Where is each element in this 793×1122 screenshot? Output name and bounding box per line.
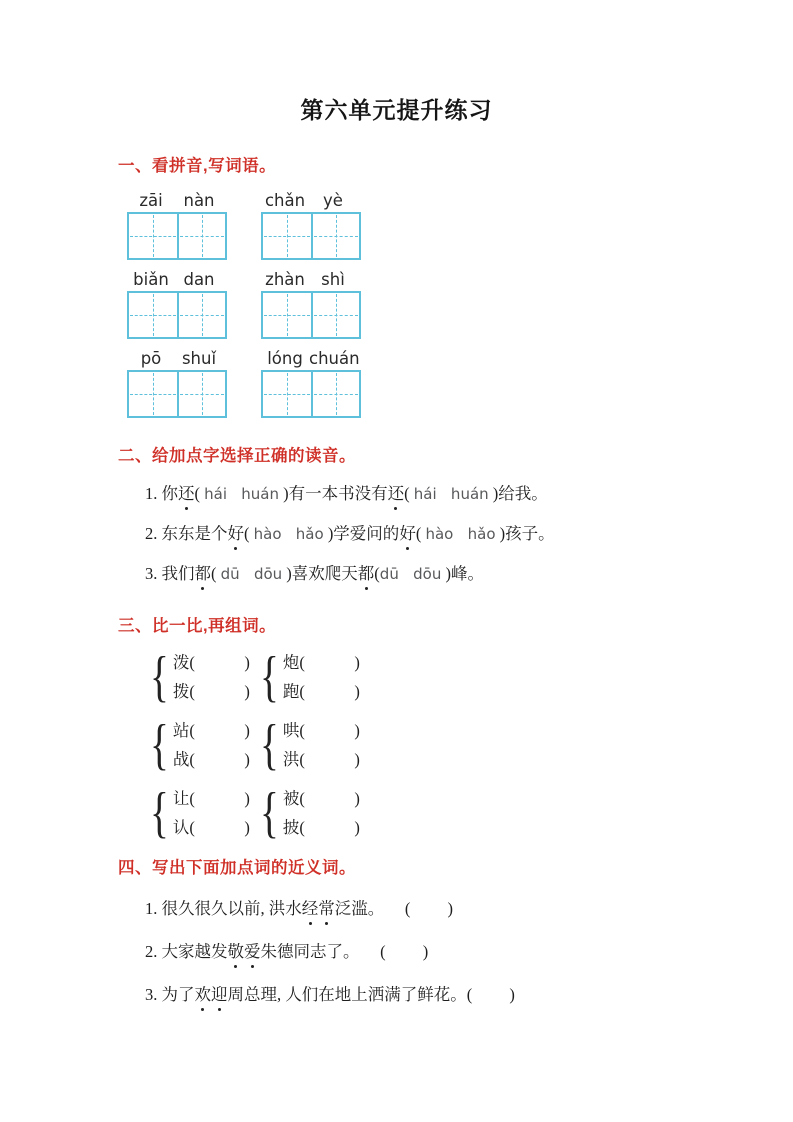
answer-blank: ( ) xyxy=(299,789,360,808)
grid-cell xyxy=(129,293,177,337)
question-line xyxy=(145,983,733,1007)
character: 哄 xyxy=(282,721,300,740)
text-run: ( xyxy=(244,524,254,543)
grid-cell xyxy=(263,214,311,258)
writing-grid xyxy=(261,291,361,339)
pinyin-box-row xyxy=(127,270,733,339)
text-run: )孩子。 xyxy=(495,524,555,543)
question-line xyxy=(145,897,733,921)
text-run: 朱德同志了。 xyxy=(260,942,360,961)
page-title: 第六单元提升练习 xyxy=(300,97,493,123)
text-run: )学爱问的 xyxy=(323,524,400,543)
section-synonyms xyxy=(118,854,733,1007)
dotted-character: 爱 xyxy=(244,940,261,964)
dotted-character: 好 xyxy=(228,522,245,546)
answer-blank: ( ) xyxy=(384,899,453,918)
pinyin-word-group xyxy=(127,270,227,339)
compare-pair xyxy=(260,784,370,842)
brace-glyph: { xyxy=(150,714,169,776)
answer-blank: ( ) xyxy=(189,653,250,672)
character: 跑 xyxy=(282,682,300,701)
character: 泼 xyxy=(172,653,190,672)
compare-pairs xyxy=(150,648,733,842)
answer-blank: ( ) xyxy=(299,682,360,701)
writing-grid xyxy=(127,370,227,418)
pinyin-syllable: biǎn xyxy=(133,270,169,289)
character: 战 xyxy=(172,750,190,769)
answer-blank: ( ) xyxy=(299,721,360,740)
dashed-horizontal-line xyxy=(130,315,176,316)
pair-row xyxy=(150,784,733,842)
dashed-horizontal-line xyxy=(264,315,310,316)
grid-cell xyxy=(263,293,311,337)
dashed-horizontal-line xyxy=(264,394,310,395)
answer-blank: ( ) xyxy=(466,985,515,1004)
text-run: 1. 很久很久以前, 洪水 xyxy=(145,899,302,918)
text-run: ( xyxy=(194,484,205,503)
text-run: ( xyxy=(211,564,221,583)
pinyin-options: hào hǎo xyxy=(253,525,324,543)
dashed-horizontal-line xyxy=(180,315,224,316)
pair-lines xyxy=(283,648,360,706)
word-blank-line xyxy=(173,716,250,745)
character: 炮 xyxy=(282,653,300,672)
word-blank-line xyxy=(173,677,250,706)
pinyin-labels xyxy=(127,191,227,210)
text-run: 泛滥。 xyxy=(334,899,385,918)
character: 被 xyxy=(282,789,300,808)
dashed-horizontal-line xyxy=(314,236,358,237)
question-line xyxy=(145,482,733,506)
dashed-horizontal-line xyxy=(180,394,224,395)
pinyin-syllable: yè xyxy=(323,191,343,210)
writing-grid xyxy=(127,212,227,260)
section-4-heading: 四、写出下面加点词的近义词。 xyxy=(118,859,356,877)
pinyin-word-group xyxy=(261,270,361,339)
word-blank-line xyxy=(173,745,250,774)
answer-blank: ( ) xyxy=(299,818,360,837)
grid-cell xyxy=(129,214,177,258)
section-pinyin-writing xyxy=(118,152,733,418)
dotted-character: 常 xyxy=(318,897,335,921)
pinyin-options: hái huán xyxy=(413,485,489,503)
character: 让 xyxy=(172,789,190,808)
dotted-character: 敬 xyxy=(228,940,245,964)
question-line xyxy=(145,562,733,586)
answer-blank: ( ) xyxy=(189,789,250,808)
section-2-heading: 二、给加点字选择正确的读音。 xyxy=(118,447,356,465)
character: 站 xyxy=(172,721,190,740)
pinyin-word-group xyxy=(261,349,361,418)
word-blank-line xyxy=(283,648,360,677)
pinyin-options: dū dōu xyxy=(220,565,283,583)
dotted-character: 好 xyxy=(399,522,416,546)
brace-glyph: { xyxy=(260,714,279,776)
word-blank-line xyxy=(173,648,250,677)
pinyin-options: hào hǎo xyxy=(425,525,496,543)
text-run: )有一本书没有 xyxy=(279,484,388,503)
pinyin-options: dū dōu xyxy=(379,565,442,583)
word-blank-line xyxy=(283,677,360,706)
compare-pair xyxy=(260,716,370,774)
dotted-character: 欢 xyxy=(195,983,212,1007)
compare-pair xyxy=(150,784,260,842)
pinyin-box-row xyxy=(127,349,733,418)
dotted-character: 都 xyxy=(358,562,375,586)
pinyin-options: hái huán xyxy=(204,485,280,503)
grid-cell xyxy=(177,293,225,337)
dashed-horizontal-line xyxy=(180,236,224,237)
grid-cell xyxy=(129,372,177,416)
pinyin-syllable: zhàn xyxy=(265,270,305,289)
grid-cell xyxy=(311,214,359,258)
brace-glyph: { xyxy=(260,782,279,844)
grid-cell xyxy=(263,372,311,416)
text-run: ( xyxy=(404,484,414,503)
grid-cell xyxy=(177,214,225,258)
text-run: 3. 我们 xyxy=(145,564,195,583)
answer-blank: ( ) xyxy=(189,818,250,837)
pinyin-labels xyxy=(127,270,227,289)
word-blank-line xyxy=(173,813,250,842)
character: 洪 xyxy=(282,750,300,769)
question-line xyxy=(145,522,733,546)
worksheet-content xyxy=(0,152,793,1007)
pinyin-box-row xyxy=(127,191,733,260)
pair-row xyxy=(150,716,733,774)
grid-cell xyxy=(177,372,225,416)
compare-pair xyxy=(150,648,260,706)
pair-lines xyxy=(173,716,250,774)
pinyin-syllable: chǎn xyxy=(264,191,306,210)
pinyin-labels xyxy=(127,349,227,368)
pinyin-syllable: dan xyxy=(183,270,215,289)
word-blank-line xyxy=(283,745,360,774)
pair-lines xyxy=(283,784,360,842)
brace-glyph: { xyxy=(150,782,169,844)
dotted-character: 还 xyxy=(388,482,405,506)
text-run: )峰。 xyxy=(441,564,484,583)
dotted-character: 都 xyxy=(195,562,212,586)
text-run: 2. 东东是个 xyxy=(145,524,228,543)
dotted-character: 迎 xyxy=(211,983,228,1007)
brace-glyph: { xyxy=(150,646,169,708)
answer-blank: ( ) xyxy=(359,942,429,961)
pair-lines xyxy=(283,716,360,774)
brace-glyph: { xyxy=(260,646,279,708)
dashed-horizontal-line xyxy=(264,236,310,237)
text-run: 周总理, 人们在地上洒满了鲜花。 xyxy=(227,985,467,1004)
pinyin-labels xyxy=(261,349,361,368)
character: 披 xyxy=(282,818,300,837)
pinyin-syllable: nàn xyxy=(183,191,215,210)
answer-blank: ( ) xyxy=(189,750,250,769)
section-3-heading: 三、比一比,再组词。 xyxy=(118,617,277,635)
pinyin-labels xyxy=(261,270,361,289)
compare-pair xyxy=(150,716,260,774)
text-run: 1. 你 xyxy=(145,484,178,503)
pinyin-word-group xyxy=(127,349,227,418)
writing-grid xyxy=(261,370,361,418)
section-compare-words xyxy=(118,612,733,842)
text-run: 3. 为了 xyxy=(145,985,195,1004)
grid-cell xyxy=(311,372,359,416)
dashed-horizontal-line xyxy=(314,394,358,395)
dashed-horizontal-line xyxy=(130,236,176,237)
dashed-horizontal-line xyxy=(130,394,176,395)
pinyin-syllable: lóng xyxy=(267,349,303,368)
pinyin-syllable: shuǐ xyxy=(181,349,217,368)
answer-blank: ( ) xyxy=(189,682,250,701)
pair-row xyxy=(150,648,733,706)
compare-pair xyxy=(260,648,370,706)
text-run: )喜欢爬天 xyxy=(282,564,358,583)
answer-blank: ( ) xyxy=(299,750,360,769)
pinyin-syllable: chuán xyxy=(309,349,360,368)
word-blank-line xyxy=(283,784,360,813)
section-1-heading: 一、看拼音,写词语。 xyxy=(118,157,277,175)
dotted-character: 还 xyxy=(178,482,195,506)
pair-lines xyxy=(173,648,250,706)
text-run: ( xyxy=(415,524,426,543)
answer-blank: ( ) xyxy=(189,721,250,740)
pinyin-word-group xyxy=(261,191,361,260)
pinyin-syllable: zāi xyxy=(139,191,163,210)
dashed-horizontal-line xyxy=(314,315,358,316)
pinyin-word-group xyxy=(127,191,227,260)
pinyin-syllable: pō xyxy=(140,349,162,368)
writing-grid xyxy=(261,212,361,260)
word-blank-line xyxy=(283,716,360,745)
pinyin-labels xyxy=(261,191,361,210)
writing-grid xyxy=(127,291,227,339)
section-choose-pronunciation xyxy=(118,442,733,586)
question-line xyxy=(145,940,733,964)
character: 拨 xyxy=(172,682,190,701)
word-blank-line xyxy=(173,784,250,813)
text-run: 2. 大家越发 xyxy=(145,942,228,961)
pinyin-syllable: shì xyxy=(321,270,345,289)
grid-cell xyxy=(311,293,359,337)
character: 认 xyxy=(172,818,190,837)
answer-blank: ( ) xyxy=(299,653,360,672)
dotted-character: 经 xyxy=(302,897,319,921)
text-run: ( xyxy=(374,564,380,583)
pair-lines xyxy=(173,784,250,842)
text-run: )给我。 xyxy=(488,484,548,503)
word-blank-line xyxy=(283,813,360,842)
